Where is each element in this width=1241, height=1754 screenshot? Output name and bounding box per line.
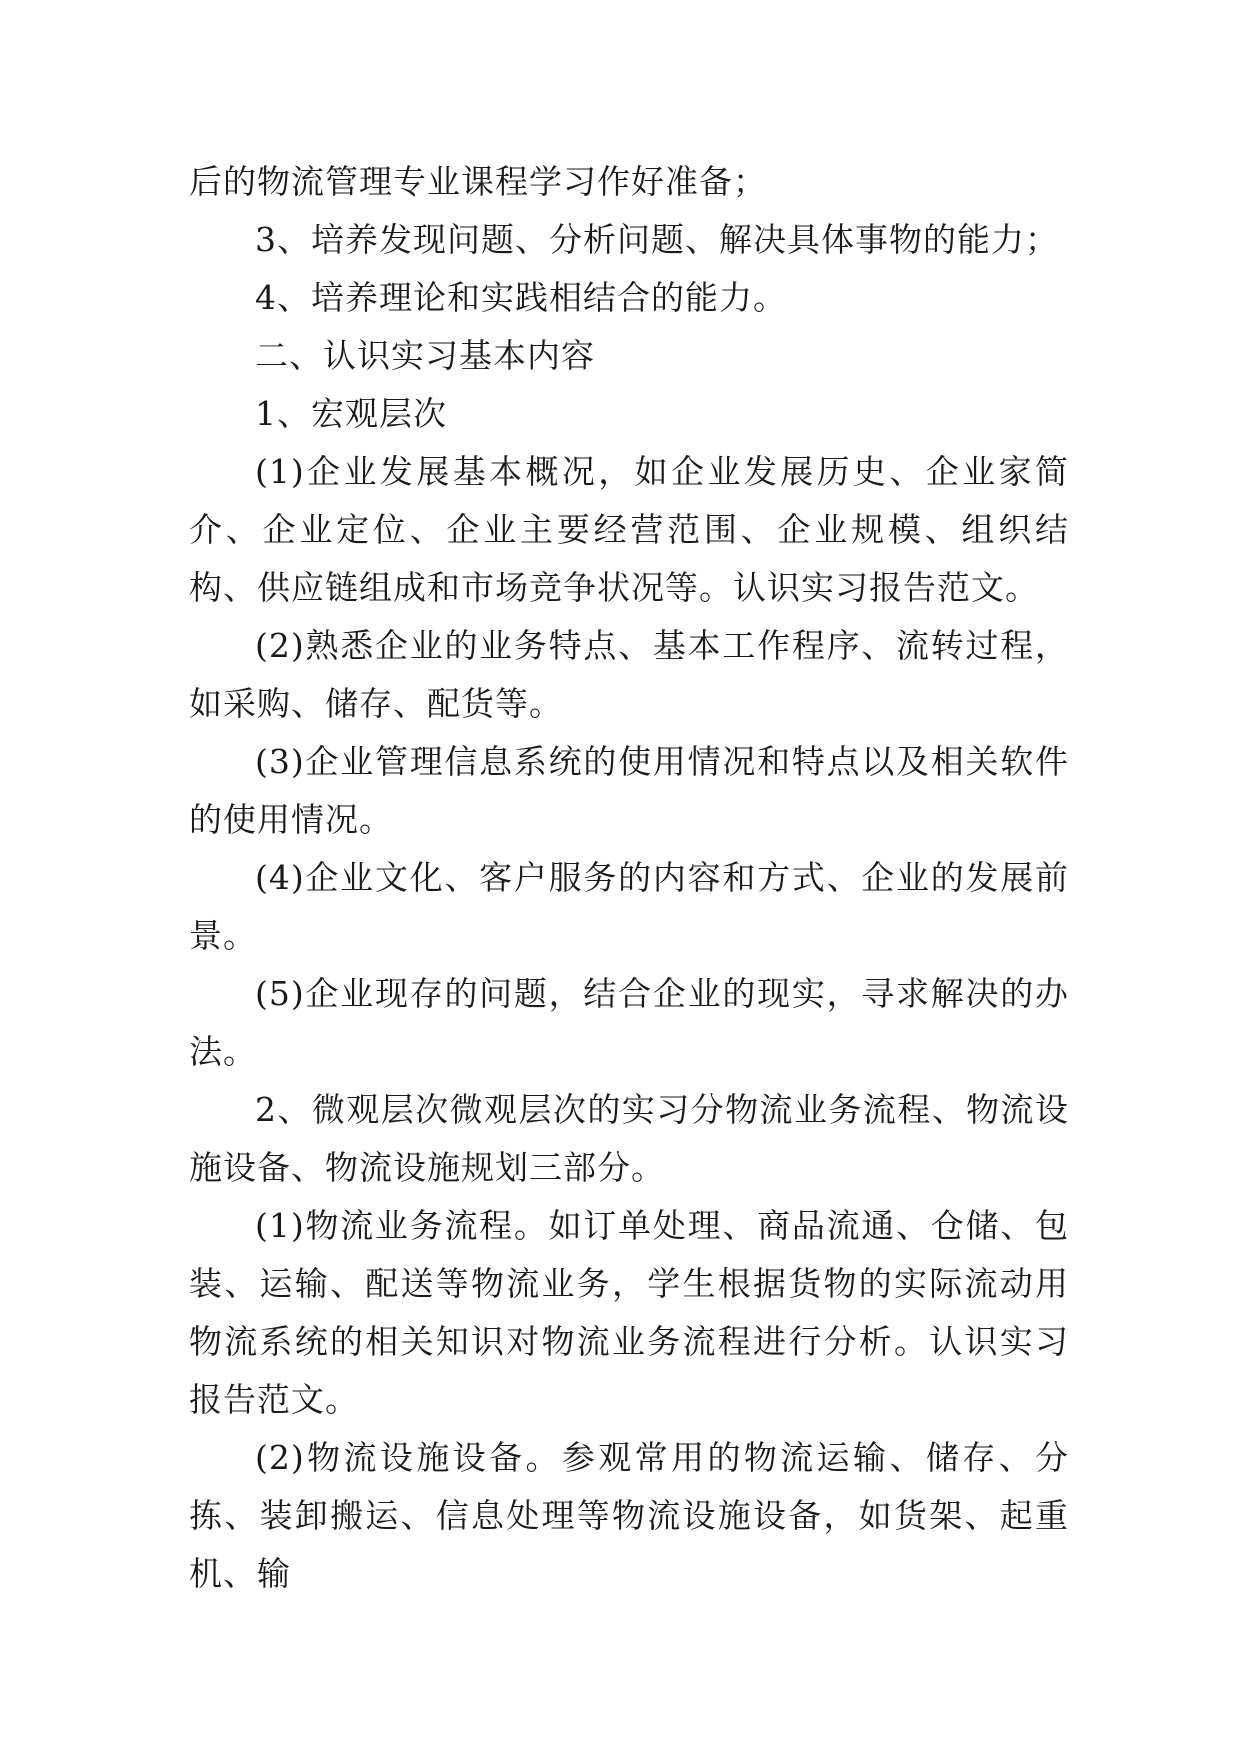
paragraph-item-4: 4、培养理论和实践相结合的能力。 xyxy=(255,278,787,317)
section-heading-2: 二、认识实习基本内容 xyxy=(255,336,595,375)
paragraph-micro-1: (1)物流业务流程。如订单处理、商品流通、仓储、包装、运输、配送等物流业务，学生根据货物的实际流动用物流系统的相关知识对物流业务流程进行分析。认识实习报告范文。 xyxy=(189,1206,1069,1419)
paragraph-macro-5: (5)企业现存的问题，结合企业的现实，寻求解决的办法。 xyxy=(189,974,1069,1071)
paragraph-macro-3: (3)企业管理信息系统的使用情况和特点以及相关软件的使用情况。 xyxy=(189,742,1069,839)
paragraph-macro-1: (1)企业发展基本概况，如企业发展历史、企业家简介、企业定位、企业主要经营范围、企业规模、组织结构、供应链组成和市场竞争状况等。认识实习报告范文。 xyxy=(189,452,1069,607)
document-body xyxy=(189,153,1069,1603)
subsection-micro: 2、微观层次微观层次的实习分物流业务流程、物流设施设备、物流设施规划三部分。 xyxy=(189,1090,1069,1187)
paragraph-macro-2: (2)熟悉企业的业务特点、基本工作程序、流转过程，如采购、储存、配货等。 xyxy=(189,626,1069,723)
paragraph-continuation: 后的物流管理专业课程学习作好准备； xyxy=(189,162,767,201)
paragraph-macro-4: (4)企业文化、客户服务的内容和方式、企业的发展前景。 xyxy=(189,858,1069,955)
paragraph-micro-2: (2)物流设施设备。参观常用的物流运输、储存、分拣、装卸搬运、信息处理等物流设施设备，如货架、起重机、输 xyxy=(189,1438,1069,1593)
subsection-heading-macro: 1、宏观层次 xyxy=(255,394,447,433)
paragraph-item-3: 3、培养发现问题、分析问题、解决具体事物的能力； xyxy=(255,220,1059,259)
